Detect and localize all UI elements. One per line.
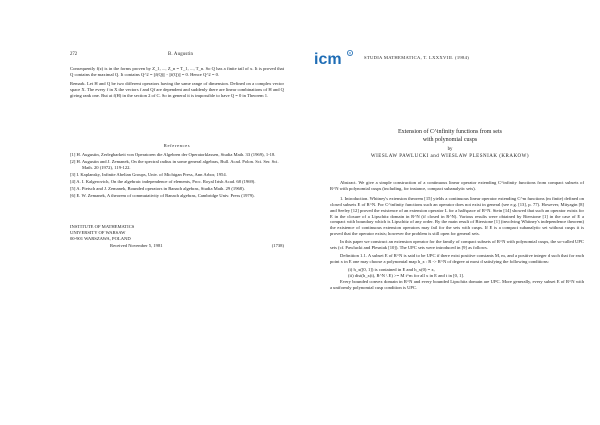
page-number: 272	[70, 52, 78, 57]
reference-item: [1] H. Augustin, Zerlegbarkeit von Operatoren die Algebren der Operatorklassen, Studia Math. 33 (1969), 1-18.	[70, 152, 276, 157]
paragraph: Remark. Let H and Q be two different operators having the same range of dimension. Defined on a complex vector space X. The every f in X the vectors f and Qf are dependent and suddenly there are linear combinations of H and Q giving rank one. But at f(H) in the section 2 of C. So in general it is impossible to have Q = 0 in Theorem 1.	[70, 80, 284, 98]
svg-text:R: R	[348, 51, 352, 56]
reference-item: [2] H. Augustin and J. Zemanek, On the spectral radius in some general algebras, Bull. Acad. Polon. Sci. Ser. Sci. Math. 20 (1972), 119-122.	[70, 159, 279, 170]
received-date: Received November 5, 1981	[110, 243, 163, 248]
by-line: by	[447, 146, 453, 152]
received-line	[110, 243, 284, 249]
paragraph: In this paper we construct an extension operator for the family of compact subsets of R^N with polynomial cusps, the so-called UPC sets (cf. Pawlucki and Plesniak [10]). The UPC sets were introduced in [9] as follows.	[330, 239, 584, 251]
reference-item: [3] I. Kaplansky, Infinite Abelian Groups, Univ. of Michigan Press, Ann Arbor, 1954.	[70, 172, 227, 178]
title-line: Extension of C^infinity functions from sets	[398, 129, 502, 135]
definition-condition: (i) h_x([0, 1]) is contained in E and h_x(0) = x,	[348, 266, 435, 272]
article-title	[330, 129, 570, 145]
right-running-header	[314, 52, 584, 66]
right-page	[300, 0, 600, 425]
running-author: B. Augustin	[168, 52, 194, 57]
abstract: Abstract. We give a simple construction of a continuous linear operator extending C^infinity functions from compact subsets of R^N with polynomial cusps (including, for instance, compact subanalytic sets).	[330, 180, 584, 191]
paragraph: Definition 1.1. A subset E of R^N is said to be UPC if there exist positive constants M, m, and a positive integer d such that for each point x in E one may choose a polynomial map h_x : R -> R^N of degree at most d satisfying the following conditions:	[330, 252, 584, 264]
icm-logo-text: icm	[314, 51, 342, 68]
definition-condition: (ii) dist(h_x(t), R^N \ E) >= M t^m for all x in E and t in [0, 1].	[348, 272, 465, 278]
institution-line: 00-901 WARSZAWA, POLAND	[70, 235, 131, 241]
reference-item: [5] A. Pietsch and J. Zemanek, Bounded operators in Banach algebras, Studia Math. 29 (1968).	[70, 186, 245, 192]
paragraph: Every bounded convex domain in R^N and every bounded Lipschitz domain are UPC. More generally, every subset E of R^N with a uniformly polynomial cusp condition is UPC.	[330, 278, 584, 290]
icm-logo	[314, 48, 354, 68]
article-authors: WIESLAW PAWLUCKI and WIESLAW PLESNIAK (KRAKOW)	[370, 153, 530, 159]
article-title-block	[330, 129, 570, 159]
reference-list	[70, 152, 284, 200]
article-number: (1738)	[271, 243, 284, 248]
reference-item: [6] E. W. Zemanek, A theorem of commutativity of Banach algebras, Cambridge Univ. Press (1979).	[70, 193, 255, 199]
journal-name: STUDIA MATHEMATICA, T. LXXXVIII. (1984)	[364, 55, 470, 60]
institution-line: INSTITUTE OF MATHEMATICS	[70, 224, 135, 229]
title-line: with polynomial cusps	[422, 136, 478, 143]
right-body-text	[330, 180, 584, 292]
paragraph: 1. Introduction. Whitney's extension theorem [15] yields a continuous linear operator extending C^m functions (m finite) defined on closed subsets E of R^N. For C^infinity functions such an operator does not exist in general (see e.g. [13], p. 77). However, Mityagin [8] and Seeley [12] proved the existence of an extension operator L for a halfspace of R^N. Stein [14] showed that such an operator exists for E in the closure of a Lipschitz domain in R^N (if closed in R^N). Various results were obtained by Bierstone [1] in the case of E a compact with boundary which is Lipschitz of any order. By the main result of Bierstone [1] (involving Whitney's independence theorem) the existence of continuous extension operators may fail for the sets with cusps. If E is a compact subanalytic set without cusps it is proved that the operator exists; however the problem is still open for general sets.	[330, 195, 584, 237]
reference-item: [4] A. I. Kalgerovich, On the algebraic independence of elements, Proc. Royal Irish Acad. 68 (1969).	[70, 179, 256, 185]
references-heading: References	[163, 143, 191, 148]
institution-line: UNIVERSITY OF WARSAW	[70, 229, 126, 235]
paragraph: Consequently f(z) is in the forms proven by Z_1, ..., Z_n = T_1, ..., T_n. So Q has a finite tail of x. It is proved that Q contains the maximal Q. It contains Q^2 = ||f(Q)|| - ||f(Q)|| = 0. Hence Q^2 = 0.	[70, 66, 284, 77]
author-institution	[70, 224, 180, 242]
left-body-text	[70, 66, 284, 102]
